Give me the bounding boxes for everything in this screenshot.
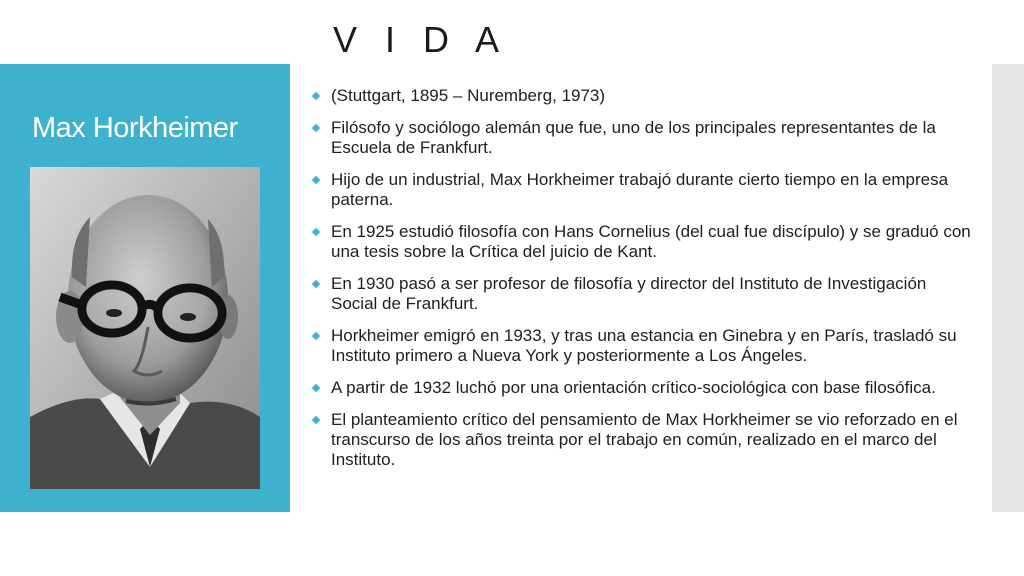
- diamond-bullet-icon: [312, 228, 320, 236]
- subject-name: Max Horkheimer: [32, 112, 238, 144]
- list-item: [313, 410, 973, 470]
- list-item: [313, 86, 973, 106]
- list-item: [313, 222, 973, 262]
- bullet-text: El planteamiento crítico del pensamiento de Max Horkheimer se vio reforzado en el transcurso de los años treinta por el trabajo en común, realizado en el marco del Instituto.: [331, 410, 958, 469]
- diamond-bullet-icon: [312, 280, 320, 288]
- diamond-bullet-icon: [312, 384, 320, 392]
- diamond-bullet-icon: [312, 176, 320, 184]
- list-item: [313, 378, 973, 398]
- bullet-text: (Stuttgart, 1895 – Nuremberg, 1973): [331, 86, 606, 105]
- bullet-text: Horkheimer emigró en 1933, y tras una estancia en Ginebra y en París, trasladó su Instituto primero a Nueva York y posteriormente a Los Ángeles.: [331, 326, 957, 365]
- diamond-bullet-icon: [312, 332, 320, 340]
- list-item: [313, 326, 973, 366]
- bullet-list: [313, 86, 973, 482]
- bullet-text: Hijo de un industrial, Max Horkheimer trabajó durante cierto tiempo en la empresa paterna.: [331, 170, 949, 209]
- portrait-image: [30, 167, 260, 489]
- bullet-text: Filósofo y sociólogo alemán que fue, uno de los principales representantes de la Escuela de Frankfurt.: [331, 118, 936, 157]
- bullet-text: A partir de 1932 luchó por una orientación crítico-sociológica con base filosófica.: [331, 378, 936, 397]
- bullet-text: En 1930 pasó a ser profesor de filosofía y director del Instituto de Investigación Social de Frankfurt.: [331, 274, 927, 313]
- list-item: [313, 118, 973, 158]
- bullet-text: En 1925 estudió filosofía con Hans Cornelius (del cual fue discípulo) y se graduó con una tesis sobre la Crítica del juicio de Kant.: [331, 222, 971, 261]
- slide-title: V I D A: [333, 19, 509, 60]
- diamond-bullet-icon: [312, 92, 320, 100]
- diamond-bullet-icon: [312, 416, 320, 424]
- list-item: [313, 274, 973, 314]
- list-item: [313, 170, 973, 210]
- diamond-bullet-icon: [312, 124, 320, 132]
- right-edge-panel: [992, 64, 1024, 512]
- portrait-photo: [30, 167, 260, 489]
